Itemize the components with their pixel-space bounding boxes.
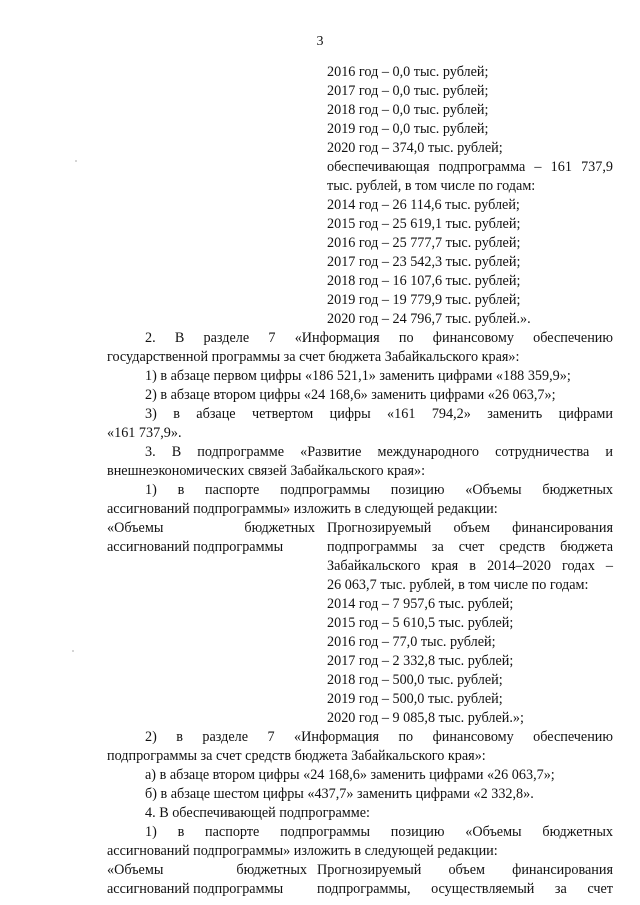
paragraph-line: ассигнований подпрограммы» изложить в следующей редакции: [107, 843, 498, 859]
scan-mark [75, 160, 77, 162]
table-value-line: подпрограммы за счет средств бюджета [327, 539, 613, 555]
table-value-line: 2019 год – 500,0 тыс. рублей; [327, 691, 503, 707]
table-label: «Объемы бюджетных [107, 862, 307, 878]
text-line: 2015 год – 25 619,1 тыс. рублей; [327, 216, 521, 232]
table-value-line: подпрограммы, осуществляемый за счет [317, 881, 613, 897]
table-value-line: 26 063,7 тыс. рублей, в том числе по годам: [327, 577, 589, 593]
table-label: ассигнований подпрограммы [107, 881, 284, 897]
table-value-line: Прогнозируемый объем финансирования [317, 862, 613, 878]
text-line: 2018 год – 16 107,6 тыс. рублей; [327, 273, 521, 289]
paragraph-line: подпрограммы за счет средств бюджета Забайкальского края»: [107, 748, 486, 764]
paragraph-line: 3. В подпрограмме «Развитие международного сотрудничества и [145, 444, 613, 460]
paragraph-line: внешнеэкономических связей Забайкальского края»: [107, 463, 426, 479]
paragraph-line: а) в абзаце втором цифры «24 168,6» заменить цифрами «26 063,7»; [145, 767, 555, 783]
table-value-line: 2020 год – 9 085,8 тыс. рублей.»; [327, 710, 524, 726]
text-line: 2020 год – 24 796,7 тыс. рублей.». [327, 311, 531, 327]
paragraph-line: 1) в абзаце первом цифры «186 521,1» заменить цифрами «188 359,9»; [145, 368, 571, 384]
paragraph-line: 4. В обеспечивающей подпрограмме: [145, 805, 370, 821]
table-value-line: 2015 год – 5 610,5 тыс. рублей; [327, 615, 514, 631]
table-value-line: 2018 год – 500,0 тыс. рублей; [327, 672, 503, 688]
paragraph-line: 3) в абзаце четвертом цифры «161 794,2» заменить цифрами [145, 406, 613, 422]
text-line: 2017 год – 23 542,3 тыс. рублей; [327, 254, 521, 270]
text-line: 2016 год – 25 777,7 тыс. рублей; [327, 235, 521, 251]
text-line: 2014 год – 26 114,6 тыс. рублей; [327, 197, 520, 213]
text-line: 2019 год – 0,0 тыс. рублей; [327, 121, 489, 137]
text-line: 2019 год – 19 779,9 тыс. рублей; [327, 292, 521, 308]
text-line: 2020 год – 374,0 тыс. рублей; [327, 140, 503, 156]
text-line: 2016 год – 0,0 тыс. рублей; [327, 64, 489, 80]
paragraph-line: «161 737,9». [107, 425, 182, 441]
text-line: 2018 год – 0,0 тыс. рублей; [327, 102, 489, 118]
scan-mark [72, 650, 74, 652]
paragraph-line: 2) в абзаце втором цифры «24 168,6» заменить цифрами «26 063,7»; [145, 387, 556, 403]
table-label: «Объемы бюджетных [107, 520, 315, 536]
paragraph-line: 2. В разделе 7 «Информация по финансовому обеспечению [145, 330, 613, 346]
text-line: обеспечивающая подпрограмма – 161 737,9 [327, 159, 613, 175]
table-value-line: Забайкальского края в 2014–2020 годах – [327, 558, 613, 574]
table-label: ассигнований подпрограммы [107, 539, 284, 555]
page-number: 3 [316, 34, 324, 49]
table-value-line: 2014 год – 7 957,6 тыс. рублей; [327, 596, 514, 612]
text-line: тыс. рублей, в том числе по годам: [327, 178, 536, 194]
paragraph-line: 1) в паспорте подпрограммы позицию «Объемы бюджетных [145, 482, 613, 498]
table-value-line: 2017 год – 2 332,8 тыс. рублей; [327, 653, 514, 669]
table-value-line: Прогнозируемый объем финансирования [327, 520, 613, 536]
paragraph-line: б) в абзаце шестом цифры «437,7» заменить цифрами «2 332,8». [145, 786, 534, 802]
text-line: 2017 год – 0,0 тыс. рублей; [327, 83, 489, 99]
paragraph-line: ассигнований подпрограммы» изложить в следующей редакции: [107, 501, 498, 517]
paragraph-line: государственной программы за счет бюджета Забайкальского края»: [107, 349, 520, 365]
paragraph-line: 1) в паспорте подпрограммы позицию «Объемы бюджетных [145, 824, 613, 840]
table-value-line: 2016 год – 77,0 тыс. рублей; [327, 634, 496, 650]
paragraph-line: 2) в разделе 7 «Информация по финансовому обеспечению [145, 729, 613, 745]
